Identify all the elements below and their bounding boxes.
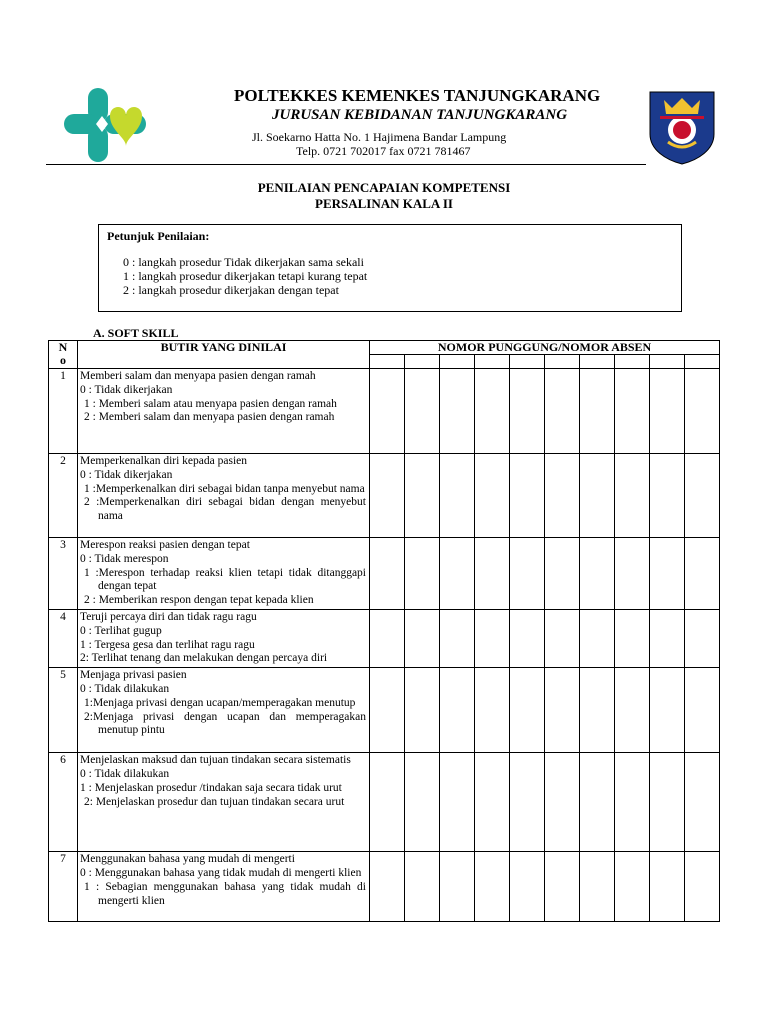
item-line: 1 : Menjelaskan prosedur /tindakan saja secara tidak urut <box>80 781 342 794</box>
score-cell[interactable] <box>405 538 440 610</box>
score-cell[interactable] <box>580 369 615 454</box>
score-header-cell <box>580 355 615 369</box>
row-number: 6 <box>49 753 78 852</box>
doc-subtitle: PERSALINAN KALA II <box>315 196 453 211</box>
score-cell[interactable] <box>580 538 615 610</box>
score-cell[interactable] <box>440 369 475 454</box>
score-cell[interactable] <box>440 668 475 753</box>
lampung-crest-logo <box>646 86 718 166</box>
item-option: 2 : Memberikan respon dengan tepat kepada klien <box>84 594 314 607</box>
score-cell[interactable] <box>545 538 580 610</box>
score-cell[interactable] <box>580 753 615 852</box>
score-cell[interactable] <box>405 369 440 454</box>
col-header-no: N o <box>49 341 78 369</box>
score-cell[interactable] <box>580 668 615 753</box>
score-cell[interactable] <box>510 668 545 753</box>
item-description <box>78 454 370 538</box>
item-line: 0 : Tidak dilakukan <box>80 682 170 695</box>
item-line: Menggunakan bahasa yang mudah di mengerti <box>80 853 295 866</box>
item-line: 0 : Tidak dilakukan <box>80 767 170 780</box>
score-cell[interactable] <box>370 538 405 610</box>
item-option: 2:Menjaga privasi dengan ucapan dan memperagakan menutup pintu <box>84 710 366 737</box>
score-cell[interactable] <box>615 538 650 610</box>
item-description <box>78 538 370 610</box>
score-cell[interactable] <box>440 454 475 538</box>
score-cell[interactable] <box>370 609 405 667</box>
score-cell[interactable] <box>510 852 545 922</box>
score-cell[interactable] <box>580 609 615 667</box>
row-number: 3 <box>49 538 78 610</box>
doc-title: PENILAIAN PENCAPAIAN KOMPETENSI <box>257 180 511 195</box>
table-row <box>49 668 720 753</box>
item-description <box>78 753 370 852</box>
row-number: 2 <box>49 454 78 538</box>
score-cell[interactable] <box>475 609 510 667</box>
item-line: 0 : Tidak dikerjakan <box>80 383 173 396</box>
score-header-cell <box>475 355 510 369</box>
score-cell[interactable] <box>685 538 720 610</box>
score-cell[interactable] <box>370 668 405 753</box>
header-divider <box>46 164 646 165</box>
item-line: 0 : Menggunakan bahasa yang tidak mudah di mengerti klien <box>80 866 362 879</box>
score-cell[interactable] <box>475 369 510 454</box>
item-description <box>78 852 370 922</box>
score-cell[interactable] <box>650 454 685 538</box>
table-row <box>49 538 720 610</box>
address: Jl. Soekarno Hatta No. 1 Hajimena Bandar Lampung <box>252 130 507 144</box>
score-header-cell <box>510 355 545 369</box>
item-line: Teruji percaya diri dan tidak ragu ragu <box>80 610 257 623</box>
instruction-item: 1 : langkah prosedur dikerjakan tetapi kurang tepat <box>123 269 368 283</box>
item-line: 2: Terlihat tenang dan melakukan dengan percaya diri <box>80 652 328 665</box>
score-cell[interactable] <box>685 369 720 454</box>
score-cell[interactable] <box>405 753 440 852</box>
table-row <box>49 753 720 852</box>
score-cell[interactable] <box>405 609 440 667</box>
score-header-cell <box>370 355 405 369</box>
score-cell[interactable] <box>615 609 650 667</box>
score-cell[interactable] <box>615 369 650 454</box>
item-line: Menjaga privasi pasien <box>80 669 187 682</box>
col-header-item: BUTIR YANG DINILAI <box>78 341 370 369</box>
score-cell[interactable] <box>510 609 545 667</box>
score-cell[interactable] <box>580 852 615 922</box>
table-row <box>49 609 720 667</box>
section-title: A. SOFT SKILL <box>93 326 179 340</box>
score-cell[interactable] <box>405 852 440 922</box>
item-line: 0 : Terlihat gugup <box>80 624 162 637</box>
score-cell[interactable] <box>405 668 440 753</box>
score-cell[interactable] <box>405 454 440 538</box>
assessment-table <box>48 340 720 922</box>
instruction-item: 2 : langkah prosedur dikerjakan dengan tepat <box>123 283 339 297</box>
score-cell[interactable] <box>615 753 650 852</box>
score-cell[interactable] <box>475 753 510 852</box>
row-number: 1 <box>49 369 78 454</box>
score-cell[interactable] <box>475 454 510 538</box>
score-cell[interactable] <box>475 538 510 610</box>
score-header-cell <box>545 355 580 369</box>
score-cell[interactable] <box>440 609 475 667</box>
kemenkes-logo <box>60 86 160 166</box>
item-option: 1 :Memperkenalkan diri sebagai bidan tanpa menyebut nama <box>84 482 365 495</box>
score-cell[interactable] <box>685 454 720 538</box>
score-cell[interactable] <box>545 369 580 454</box>
score-cell[interactable] <box>370 852 405 922</box>
score-cell[interactable] <box>650 609 685 667</box>
score-header-cell <box>615 355 650 369</box>
score-cell[interactable] <box>475 852 510 922</box>
score-cell[interactable] <box>440 753 475 852</box>
score-cell[interactable] <box>440 538 475 610</box>
score-cell[interactable] <box>545 454 580 538</box>
score-cell[interactable] <box>440 852 475 922</box>
item-description <box>78 609 370 667</box>
score-cell[interactable] <box>685 668 720 753</box>
item-option: 1 : Memberi salam atau menyapa pasien dengan ramah <box>84 397 337 410</box>
item-option: 1:Menjaga privasi dengan ucapan/memperagakan menutup <box>84 696 356 709</box>
row-number: 7 <box>49 852 78 922</box>
item-option: 2 : Memberi salam dan menyapa pasien dengan ramah <box>84 411 335 424</box>
item-description <box>78 369 370 454</box>
score-cell[interactable] <box>475 668 510 753</box>
score-cell[interactable] <box>510 538 545 610</box>
score-cell[interactable] <box>370 753 405 852</box>
score-cell[interactable] <box>685 609 720 667</box>
score-cell[interactable] <box>615 454 650 538</box>
score-cell[interactable] <box>510 369 545 454</box>
item-option: 2: Menjelaskan prosedur dan tujuan tindakan secara urut <box>84 795 345 808</box>
score-cell[interactable] <box>510 454 545 538</box>
row-number: 5 <box>49 668 78 753</box>
score-cell[interactable] <box>545 852 580 922</box>
item-line: Menjelaskan maksud dan tujuan tindakan secara sistematis <box>80 754 351 767</box>
score-cell[interactable] <box>650 538 685 610</box>
table-row <box>49 454 720 538</box>
table-row <box>49 369 720 454</box>
score-cell[interactable] <box>580 454 615 538</box>
score-cell[interactable] <box>370 454 405 538</box>
score-cell[interactable] <box>650 852 685 922</box>
score-cell[interactable] <box>615 852 650 922</box>
item-line: Memberi salam dan menyapa pasien dengan ramah <box>80 370 316 382</box>
item-line: Memperkenalkan diri kepada pasien <box>80 455 248 467</box>
score-cell[interactable] <box>685 753 720 852</box>
score-header-cell <box>650 355 685 369</box>
score-cell[interactable] <box>685 852 720 922</box>
department-name: JURUSAN KEBIDANAN TANJUNGKARANG <box>272 107 568 123</box>
score-header-cell <box>685 355 720 369</box>
instructions-title: Petunjuk Penilaian: <box>107 229 210 243</box>
table-row <box>49 852 720 922</box>
item-line: 1 : Tergesa gesa dan terlihat ragu ragu <box>80 638 255 651</box>
item-option: 1 :Merespon terhadap reaksi klien tetapi tidak ditanggapi dengan tepat <box>84 566 366 593</box>
item-option: 2 :Memperkenalkan diri sebagai bidan dengan menyebut nama <box>84 496 366 523</box>
row-number: 4 <box>49 609 78 667</box>
score-cell[interactable] <box>650 753 685 852</box>
score-cell[interactable] <box>545 753 580 852</box>
item-description <box>78 668 370 753</box>
phone-fax: Telp. 0721 702017 fax 0721 781467 <box>296 144 471 158</box>
score-cell[interactable] <box>545 609 580 667</box>
item-line: 0 : Tidak dikerjakan <box>80 468 173 481</box>
instructions-box <box>98 224 682 312</box>
score-cell[interactable] <box>370 369 405 454</box>
score-header-cell <box>405 355 440 369</box>
col-header-scores: NOMOR PUNGGUNG/NOMOR ABSEN <box>370 341 720 355</box>
score-cell[interactable] <box>615 668 650 753</box>
org-name: POLTEKKES KEMENKES TANJUNGKARANG <box>234 86 601 105</box>
item-option: 1 : Sebagian menggunakan bahasa yang tidak mudah di mengerti klien <box>84 880 366 907</box>
score-cell[interactable] <box>545 668 580 753</box>
score-cell[interactable] <box>650 369 685 454</box>
score-cell[interactable] <box>510 753 545 852</box>
score-cell[interactable] <box>650 668 685 753</box>
score-header-cell <box>440 355 475 369</box>
item-line: Merespon reaksi pasien dengan tepat <box>80 539 250 551</box>
instruction-item: 0 : langkah prosedur Tidak dikerjakan sama sekali <box>123 255 364 269</box>
item-line: 0 : Tidak merespon <box>80 552 169 565</box>
